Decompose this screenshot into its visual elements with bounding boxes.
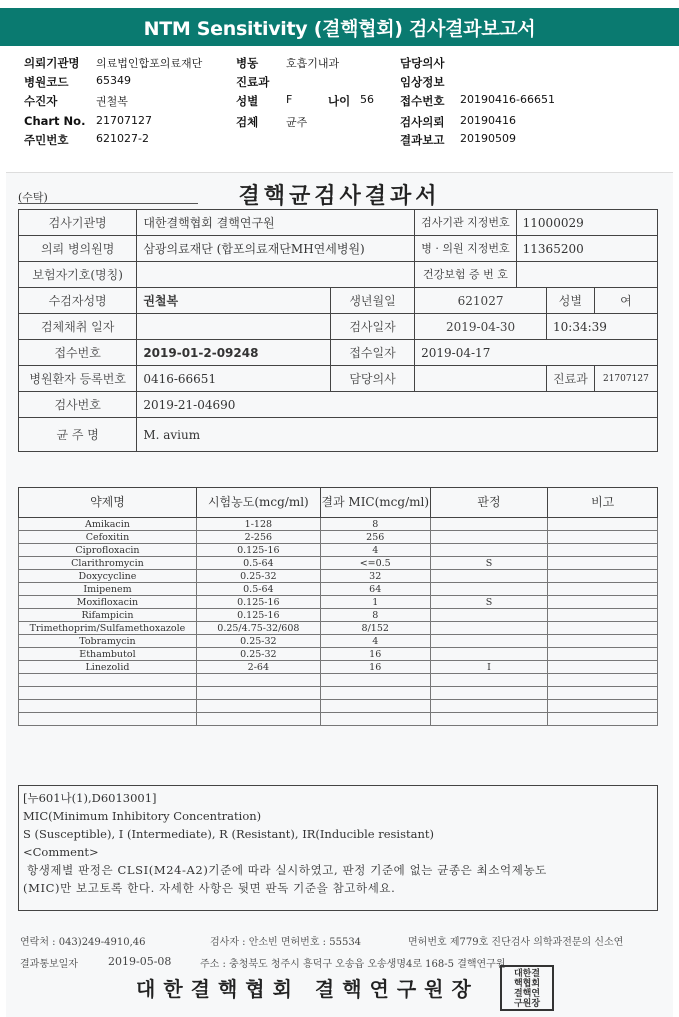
mic-result-cell xyxy=(320,674,430,687)
note-line: MIC(Minimum Inhibitory Concentration) xyxy=(23,809,262,823)
mic-result-cell: <=0.5 xyxy=(320,557,430,570)
info-value: 20190509 xyxy=(460,132,516,145)
seal-text: 대한결 xyxy=(513,969,541,979)
table-header-row xyxy=(19,488,658,518)
field-value: 삼광의료재단 (합포의료재단MH연세병원) xyxy=(137,236,415,262)
remark-cell xyxy=(548,531,658,544)
field-label: 진료과 xyxy=(547,366,595,392)
remark-cell xyxy=(548,609,658,622)
footer-report-date: 2019-05-08 xyxy=(108,955,172,968)
mic-result-cell: 16 xyxy=(320,661,430,674)
field-value: 2019-04-30 xyxy=(415,314,547,340)
interpretation-cell: S xyxy=(430,596,548,609)
footer-report xyxy=(20,955,660,970)
drug-name-cell: Trimethoprim/Sulfamethoxazole xyxy=(19,622,197,635)
field-value: 권철복 xyxy=(137,288,331,314)
table-row xyxy=(19,713,658,726)
field-label: 검사기관 지정번호 xyxy=(415,210,517,236)
interpretation-cell xyxy=(430,674,548,687)
info-label: 수진자 xyxy=(24,94,58,108)
info-label: 병원코드 xyxy=(24,75,69,89)
test-range-cell: 0.25-32 xyxy=(196,635,320,648)
table-row xyxy=(19,557,658,570)
field-value: 0416-66651 xyxy=(137,366,331,392)
field-label: 건강보험 증 번 호 xyxy=(415,262,517,288)
remark-cell xyxy=(548,713,658,726)
field-label: 균 주 명 xyxy=(19,418,137,452)
footer-contact xyxy=(20,933,660,948)
table-row xyxy=(19,531,658,544)
drug-name-cell xyxy=(19,700,197,713)
info-value: F xyxy=(286,93,293,106)
consignment-tag: (수탁) xyxy=(18,191,48,204)
field-value: 621027 xyxy=(415,288,547,314)
info-label: 주민번호 xyxy=(24,133,69,147)
remark-cell xyxy=(548,674,658,687)
field-value xyxy=(415,366,547,392)
interpretation-cell xyxy=(430,609,548,622)
note-line: <Comment> xyxy=(23,845,99,859)
test-range-cell: 0.25-32 xyxy=(196,570,320,583)
column-header: 결과 MIC(mcg/ml) xyxy=(320,488,430,518)
field-label: 접수일자 xyxy=(330,340,414,366)
footer-address: 주소 : 충청북도 청주시 흥덕구 오송읍 오송생명4로 168-5 결핵연구원 xyxy=(200,959,506,970)
field-label: 의뢰 병의원명 xyxy=(19,236,137,262)
test-range-cell: 1-128 xyxy=(196,518,320,531)
field-label: 검사기관명 xyxy=(19,210,137,236)
footer-phone: 연락처 : 043)249-4910,46 xyxy=(20,937,146,948)
info-label: 나이 xyxy=(328,94,351,108)
interpretation-cell xyxy=(430,531,548,544)
info-label: 접수번호 xyxy=(400,94,445,108)
drug-name-cell: Tobramycin xyxy=(19,635,197,648)
info-value: 의료법인합포의료재단 xyxy=(96,57,203,70)
info-label: 검체 xyxy=(236,115,259,129)
info-label: 결과보고 xyxy=(400,133,445,147)
info-value: 21707127 xyxy=(96,114,152,127)
table-row xyxy=(19,418,658,452)
drug-name-cell: Ethambutol xyxy=(19,648,197,661)
table-row xyxy=(19,236,658,262)
mic-result-cell: 8/152 xyxy=(320,622,430,635)
note-line: (MIC)만 보고토록 한다. 자세한 사항은 뒷면 판독 기준을 참고하세요. xyxy=(23,881,396,895)
test-range-cell: 0.125-16 xyxy=(196,609,320,622)
info-value: 65349 xyxy=(96,74,131,87)
seal-text: 결핵연 xyxy=(513,989,541,999)
column-header: 비고 xyxy=(548,488,658,518)
info-label: 병동 xyxy=(236,56,259,70)
field-value: 11365200 xyxy=(516,236,657,262)
paper-title: 결핵균검사결과서 xyxy=(238,183,441,209)
info-label: 의뢰기관명 xyxy=(24,56,80,70)
test-range-cell: 2-64 xyxy=(196,661,320,674)
mic-result-cell: 64 xyxy=(320,583,430,596)
field-label: 검사번호 xyxy=(19,392,137,418)
note-line: 항생제별 판정은 CLSI(M24-A2)기준에 따라 실시하였고, 판정 기준에 없는 균종은 최소억제농도 xyxy=(27,863,547,877)
remark-cell xyxy=(548,622,658,635)
info-value: 20190416 xyxy=(460,114,516,127)
table-row xyxy=(19,648,658,661)
table-row xyxy=(19,210,658,236)
remark-cell xyxy=(548,648,658,661)
mic-result-cell: 256 xyxy=(320,531,430,544)
interpretation-cell xyxy=(430,687,548,700)
table-row xyxy=(19,262,658,288)
drug-name-cell: Doxycycline xyxy=(19,570,197,583)
mic-result-cell: 4 xyxy=(320,544,430,557)
info-value: 균주 xyxy=(286,116,308,129)
field-label: 수검자성명 xyxy=(19,288,137,314)
field-value: 2019-21-04690 xyxy=(137,392,658,418)
drug-name-cell xyxy=(19,713,197,726)
patient-info-panel xyxy=(0,52,679,154)
mic-result-cell: 16 xyxy=(320,648,430,661)
remark-cell xyxy=(548,661,658,674)
mic-result-cell: 1 xyxy=(320,596,430,609)
info-value: 호흡기내과 xyxy=(286,57,340,70)
remark-cell xyxy=(548,687,658,700)
field-value: 21707127 xyxy=(594,366,657,392)
exam-info-table xyxy=(18,209,658,452)
table-row xyxy=(19,674,658,687)
test-range-cell: 0.25-32 xyxy=(196,648,320,661)
remark-cell xyxy=(548,635,658,648)
mic-result-cell: 8 xyxy=(320,518,430,531)
table-row xyxy=(19,609,658,622)
interpretation-notes xyxy=(18,785,658,911)
info-row xyxy=(0,114,679,131)
field-label: 병 · 의원 지정번호 xyxy=(415,236,517,262)
field-value xyxy=(516,262,657,288)
interpretation-cell xyxy=(430,635,548,648)
info-label: 검사의뢰 xyxy=(400,115,445,129)
field-value: 2019-01-2-09248 xyxy=(137,340,331,366)
table-row xyxy=(19,622,658,635)
interpretation-cell xyxy=(430,700,548,713)
scanned-report xyxy=(6,172,673,1017)
mic-result-cell xyxy=(320,687,430,700)
field-label: 접수번호 xyxy=(19,340,137,366)
field-value xyxy=(137,314,331,340)
field-value: 2019-04-17 xyxy=(415,340,658,366)
drug-name-cell xyxy=(19,687,197,700)
info-value: 20190416-66651 xyxy=(460,93,555,106)
sensitivity-table xyxy=(18,487,658,726)
info-row xyxy=(0,132,679,149)
info-value: 권철복 xyxy=(96,95,128,108)
remark-cell xyxy=(548,544,658,557)
interpretation-cell xyxy=(430,518,548,531)
test-range-cell xyxy=(196,687,320,700)
field-value xyxy=(137,262,415,288)
info-label: Chart No. xyxy=(24,114,86,128)
info-row xyxy=(0,93,679,110)
note-line: S (Susceptible), I (Intermediate), R (Resistant), IR(Inducible resistant) xyxy=(23,827,434,841)
report-title-bar xyxy=(0,8,679,46)
test-range-cell: 0.125-16 xyxy=(196,596,320,609)
field-value: 대한결핵협회 결핵연구원 xyxy=(137,210,415,236)
table-row xyxy=(19,661,658,674)
official-seal-stamp xyxy=(500,965,554,1011)
table-row xyxy=(19,700,658,713)
interpretation-cell xyxy=(430,570,548,583)
field-value: 여 xyxy=(594,288,657,314)
drug-name-cell: Rifampicin xyxy=(19,609,197,622)
drug-name-cell: Clarithromycin xyxy=(19,557,197,570)
mic-result-cell: 8 xyxy=(320,609,430,622)
drug-name-cell: Cefoxitin xyxy=(19,531,197,544)
seal-text: 핵협회 xyxy=(513,979,541,989)
field-value: 10:34:39 xyxy=(547,314,658,340)
drug-name-cell: Linezolid xyxy=(19,661,197,674)
table-row xyxy=(19,570,658,583)
note-code: [누601나(1),D6013001] xyxy=(23,791,157,805)
drug-name-cell: Amikacin xyxy=(19,518,197,531)
info-label: 성별 xyxy=(236,94,259,108)
footer-tester: 검사자 : 안소빈 면허번호 : 55534 xyxy=(210,937,362,948)
mic-result-cell: 32 xyxy=(320,570,430,583)
table-row xyxy=(19,635,658,648)
test-range-cell: 0.125-16 xyxy=(196,544,320,557)
footer-report-date-label: 결과통보일자 xyxy=(20,959,78,970)
test-range-cell: 0.25/4.75-32/608 xyxy=(196,622,320,635)
test-range-cell xyxy=(196,700,320,713)
interpretation-cell xyxy=(430,713,548,726)
test-range-cell: 2-256 xyxy=(196,531,320,544)
remark-cell xyxy=(548,557,658,570)
column-header: 판정 xyxy=(430,488,548,518)
remark-cell xyxy=(548,583,658,596)
mic-result-cell xyxy=(320,700,430,713)
info-label: 임상정보 xyxy=(400,75,445,89)
drug-name-cell: Ciprofloxacin xyxy=(19,544,197,557)
info-row xyxy=(0,74,679,91)
info-label: 진료과 xyxy=(236,75,270,89)
field-label: 검사일자 xyxy=(330,314,414,340)
table-row xyxy=(19,340,658,366)
table-row xyxy=(19,544,658,557)
interpretation-cell xyxy=(430,583,548,596)
field-label: 성별 xyxy=(547,288,595,314)
remark-cell xyxy=(548,700,658,713)
info-value: 56 xyxy=(360,93,374,106)
remark-cell xyxy=(548,570,658,583)
interpretation-cell: I xyxy=(430,661,548,674)
test-range-cell xyxy=(196,674,320,687)
mic-result-cell xyxy=(320,713,430,726)
mic-result-cell: 4 xyxy=(320,635,430,648)
field-value: 11000029 xyxy=(516,210,657,236)
field-label: 생년월일 xyxy=(330,288,414,314)
field-label: 병원환자 등록번호 xyxy=(19,366,137,392)
column-header: 시험농도(mcg/ml) xyxy=(196,488,320,518)
field-label: 담당의사 xyxy=(330,366,414,392)
info-row xyxy=(0,55,679,72)
organization-name: 대한결핵협회 결핵연구원장 xyxy=(136,977,479,1001)
footer-license: 면허번호 제779호 진단검사 의학과전문의 신소연 xyxy=(408,937,624,948)
seal-text: 구원장 xyxy=(513,999,541,1009)
table-row xyxy=(19,583,658,596)
info-value: 621027-2 xyxy=(96,132,149,145)
test-range-cell: 0.5-64 xyxy=(196,557,320,570)
table-row xyxy=(19,288,658,314)
info-label: 담당의사 xyxy=(400,56,445,70)
interpretation-cell xyxy=(430,648,548,661)
table-row xyxy=(19,596,658,609)
interpretation-cell: S xyxy=(430,557,548,570)
drug-rows xyxy=(19,518,658,726)
remark-cell xyxy=(548,518,658,531)
interpretation-cell xyxy=(430,622,548,635)
interpretation-cell xyxy=(430,544,548,557)
table-row xyxy=(19,392,658,418)
drug-name-cell xyxy=(19,674,197,687)
field-value: M. avium xyxy=(137,418,658,452)
field-label: 검체채취 일자 xyxy=(19,314,137,340)
table-row xyxy=(19,314,658,340)
table-row xyxy=(19,518,658,531)
drug-name-cell: Moxifloxacin xyxy=(19,596,197,609)
test-range-cell: 0.5-64 xyxy=(196,583,320,596)
field-label: 보험자기호(명칭) xyxy=(19,262,137,288)
drug-name-cell: Imipenem xyxy=(19,583,197,596)
table-row xyxy=(19,366,658,392)
remark-cell xyxy=(548,596,658,609)
table-row xyxy=(19,687,658,700)
report-title: NTM Sensitivity (결핵협회) 검사결과보고서 xyxy=(143,17,536,40)
test-range-cell xyxy=(196,713,320,726)
column-header: 약제명 xyxy=(19,488,197,518)
